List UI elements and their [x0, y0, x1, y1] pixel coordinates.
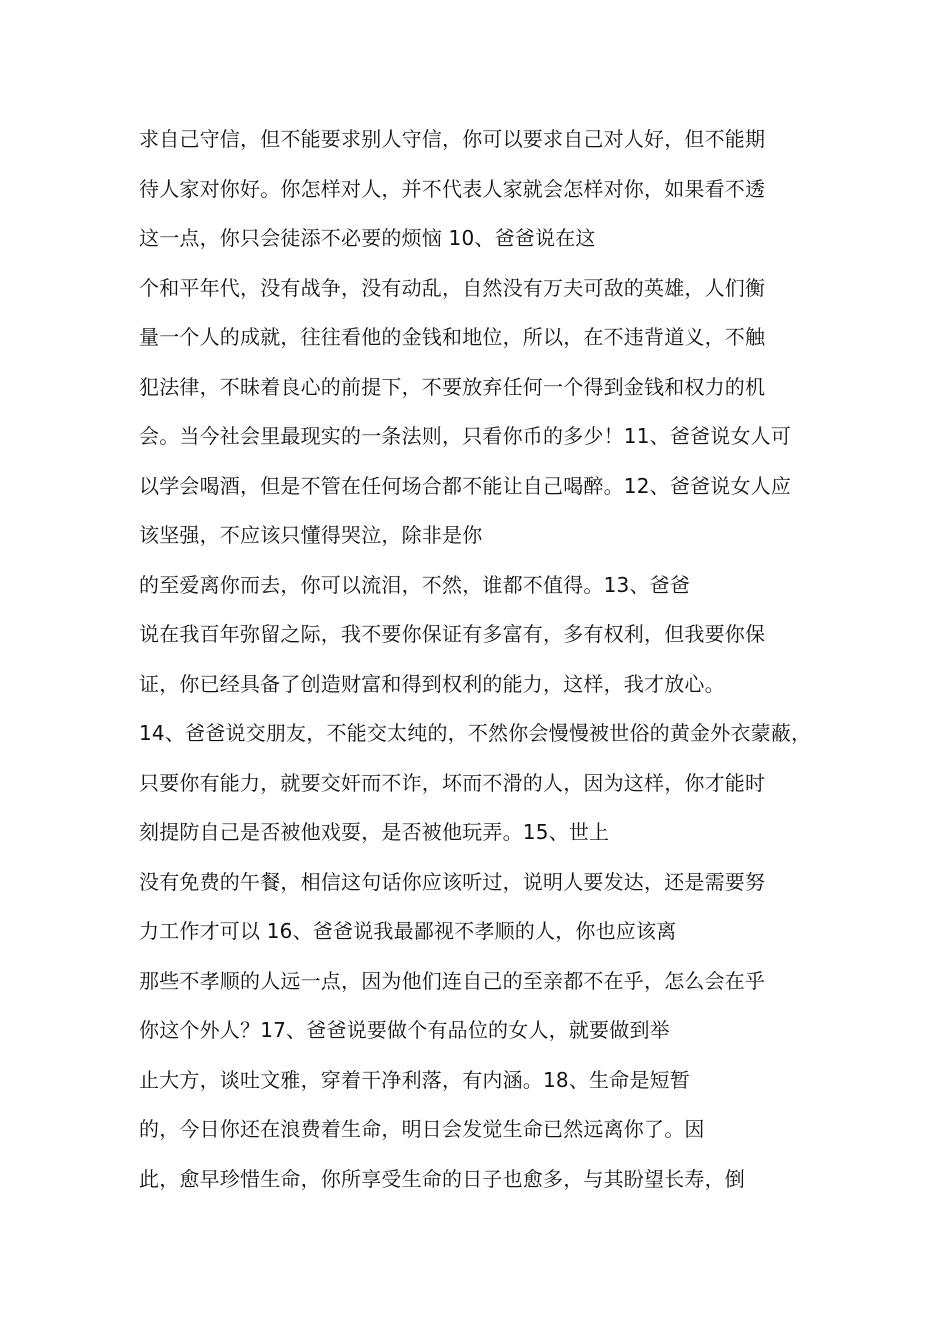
text-line-10: 的至爱离你而去，你可以流泪，不然，谁都不值得。13、爸爸 — [139, 572, 691, 597]
text-line-19: 你这个外人？17、爸爸说要做个有品位的女人，就要做到举 — [139, 1018, 670, 1042]
text-line-8: 以学会喝酒，但是不管在任何场合都不能让自己喝醉。12、爸爸说女人应 — [139, 473, 792, 498]
text-line-14: 只要你有能力，就要交奸而不诈，坏而不滑的人，因为这样，你才能时 — [139, 770, 766, 795]
text-line-9: 该坚强，不应该只懂得哭泣，除非是你 — [139, 523, 483, 547]
text-line-16: 没有免费的午餐，相信这句话你应该听过，说明人要发达，还是需要努 — [139, 869, 766, 894]
text-line-13: 14、爸爸说交朋友，不能交太纯的，不然你会慢慢被世俗的黄金外衣蒙蔽， — [139, 721, 812, 745]
text-line-11: 说在我百年弥留之际，我不要你保证有多富有，多有权利，但我要你保 — [139, 622, 766, 646]
text-line-17: 力工作才可以 16、爸爸说我最鄙视不孝顺的人，你也应该离 — [139, 919, 677, 943]
text-line-12: 证，你已经具备了创造财富和得到权利的能力，这样，我才放心。 — [139, 671, 725, 696]
text-line-22: 此，愈早珍惜生命，你所享受生命的日子也愈多，与其盼望长寿，倒 — [139, 1166, 745, 1191]
text-line-2: 待人家对你好。你怎样对人，并不代表人家就会怎样对你，如果看不透 — [139, 176, 766, 201]
text-line-18: 那些不孝顺的人远一点，因为他们连自己的至亲都不在乎，怎么会在乎 — [139, 968, 766, 993]
text-line-1: 求自己守信，但不能要求别人守信，你可以要求自己对人好，但不能期 — [139, 127, 766, 151]
text-line-5: 量一个人的成就，往往看他的金钱和地位，所以，在不违背道义，不触 — [139, 325, 766, 349]
body-text — [139, 119, 839, 1208]
text-line-6: 犯法律，不昧着良心的前提下，不要放弃任何一个得到金钱和权力的机 — [139, 374, 766, 399]
text-line-7: 会。当今社会里最现实的一条法则，只看你币的多少！11、爸爸说女人可 — [139, 424, 792, 448]
text-line-21: 的，今日你还在浪费着生命，明日会发觉生命已然远离你了。因 — [139, 1117, 705, 1141]
text-line-15: 刻提防自己是否被他戏耍，是否被他玩弄。15、世上 — [139, 820, 610, 844]
text-line-4: 个和平年代，没有战争，没有动乱，自然没有万夫可敌的英雄，人们衡 — [139, 275, 766, 300]
text-line-3: 这一点，你只会徒添不必要的烦恼 10、爸爸说在这 — [139, 226, 596, 250]
text-line-20: 止大方，谈吐文雅，穿着干净利落，有内涵。18、生命是短暂 — [139, 1067, 691, 1092]
